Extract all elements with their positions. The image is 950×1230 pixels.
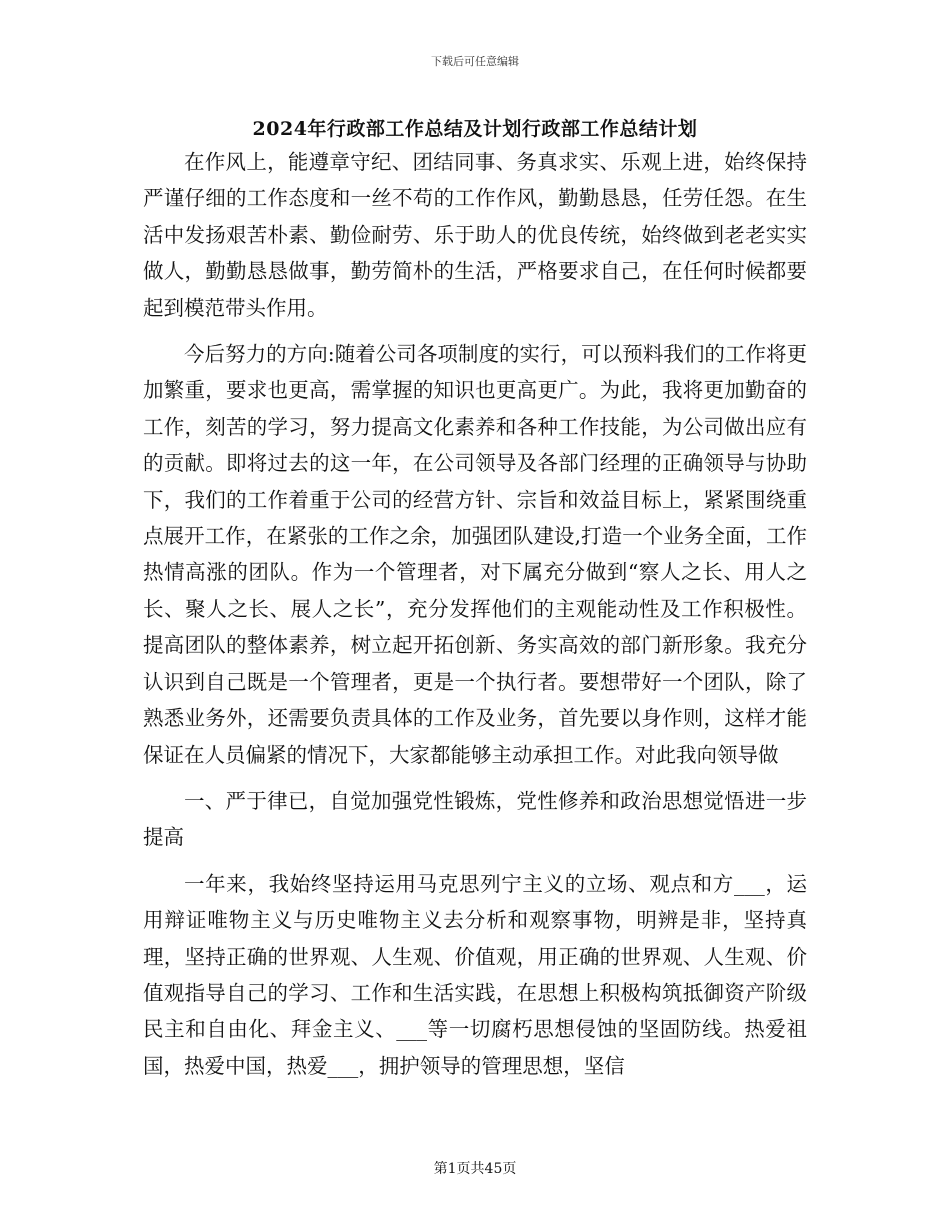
page-number: 第1页共45页 — [433, 1161, 517, 1177]
paragraph: 在作风上，能遵章守纪、团结同事、务真求实、乐观上进，始终保持严谨仔细的工作态度和一丝不苟的工作作风，勤勤恳恳，任劳任怨。在生活中发扬艰苦朴素、勤俭耐劳、乐于助人的优良传统，始终做到老老实实做人，勤勤恳恳做事，勤劳简朴的生活，严格要求自己，在任何时候都要起到模范带头作用。 — [143, 150, 807, 320]
section-heading: 一、严于律已，自觉加强党性锻炼，党性修养和政治思想觉悟进一步提高 — [143, 788, 807, 850]
header-note: 下载后可任意编辑 — [431, 55, 519, 68]
document-body — [143, 144, 807, 1084]
paragraph: 今后努力的方向:随着公司各项制度的实行，可以预料我们的工作将更加繁重，要求也更高，需掌握的知识也更高更广。为此，我将更加勤奋的工作，刻苦的学习，努力提高文化素养和各种工作技能，为公司做出应有的贡献。即将过去的这一年，在公司领导及各部门经理的正确领导与协助下，我们的工作着重于公司的经营方针、宗旨和效益目标上，紧紧围绕重点展开工作，在紧张的工作之余，加强团队建设,打造一个业务全面，工作热情高涨的团队。作为一个管理者，对下属充分做到“察人之长、用人之长、聚人之长、展人之长”，充分发挥他们的主观能动性及工作积极性。提高团队的整体素养，树立起开拓创新、务实高效的部门新形象。我充分认识到自己既是一个管理者，更是一个执行者。要想带好一个团队，除了熟悉业务外，还需要负责具体的工作及业务，首先要以身作则，这样才能保证在人员偏紧的情况下，大家都能够主动承担工作。对此我向领导做 — [143, 342, 807, 767]
paragraph: 一年来，我始终坚持运用马克思列宁主义的立场、观点和方___，运用辩证唯物主义与历史唯物主义去分析和观察事物，明辨是非，坚持真理，坚持正确的世界观、人生观、价值观，用正确的世界观、人生观、价值观指导自己的学习、工作和生活实践，在思想上积极构筑抵御资产阶级民主和自由化、拜金主义、___等一切腐朽思想侵蚀的坚固防线。热爱祖国，热爱中国，热爱___，拥护领导的管理思想，坚信 — [143, 871, 807, 1078]
document-title: 2024年行政部工作总结及计划行政部工作总结计划 — [252, 118, 698, 140]
